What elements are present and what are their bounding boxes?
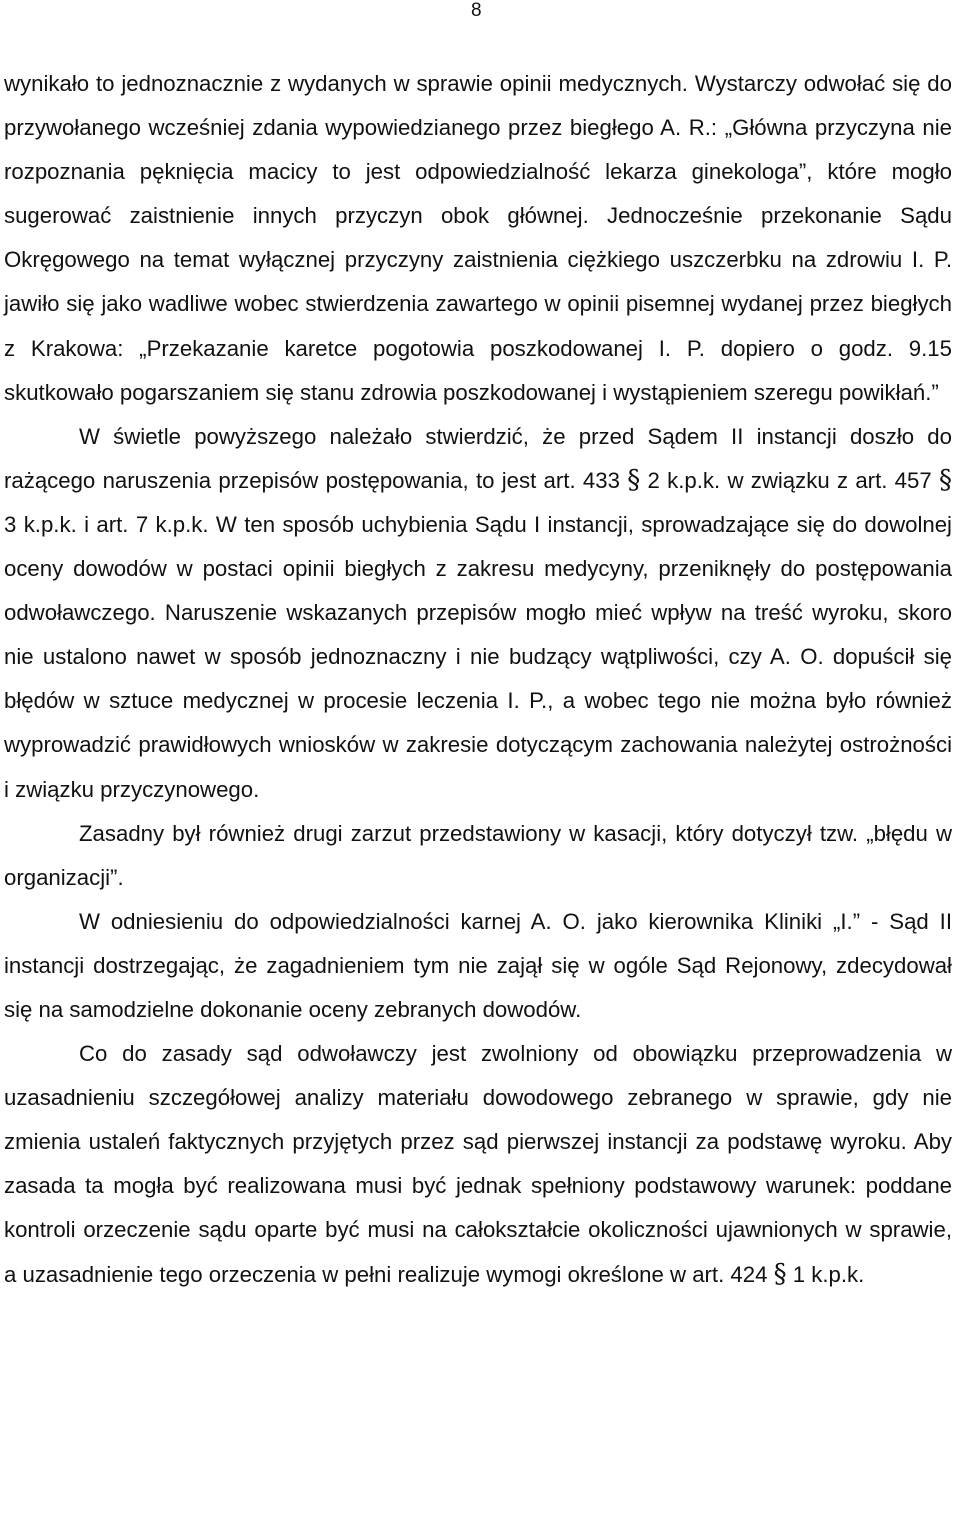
- section-sign: §: [627, 464, 641, 495]
- text-run: W świetle powyższego należało stwierdzić, że przed Sądem II instancji doszło do rażącego naruszenia przepisów postępowania, to jest art. 433: [4, 423, 952, 493]
- paragraph-5: [4, 1032, 952, 1297]
- paragraph-2: [4, 415, 952, 812]
- paragraph-1: wynikało to jednoznacznie z wydanych w sprawie opinii medycznych. Wystarczy odwołać się do przywołanego wcześniej zdania wypowiedzianego przez biegłego A. R.: „Główna przyczyna nie rozpoznania pęknięcia macicy to jest odpowiedzialność lekarza ginekologa”, które mogło sugerować zaistnienie innych przyczyn obok głównej. Jednocześnie przekonanie Sądu Okręgowego na temat wyłącznej przyczyny zaistnienia ciężkiego uszczerbku na zdrowiu I. P. jawiło się jako wadliwe wobec stwierdzenia zawartego w opinii pisemnej wydanej przez biegłych z Krakowa: „Przekazanie karetce pogotowia poszkodowanej I. P. dopiero o godz. 9.15 skutkowało pogarszaniem się stanu zdrowia poszkodowanej i wystąpieniem szeregu powikłań.”: [4, 71, 952, 405]
- text-run: 1 k.p.k.: [786, 1261, 865, 1287]
- text-run: Co do zasady sąd odwoławczy jest zwolniony od obowiązku przeprowadzenia w uzasadnieniu szczegółowej analizy materiału dowodowego zebranego w sprawie, gdy nie zmienia ustaleń faktycznych przyjętych przez sąd pierwszej instancji za podstawę wyroku. Aby zasada ta mogła być realizowana musi być jednak spełniony podstawowy warunek: poddane kontroli orzeczenie sądu oparte być musi na całokształcie okoliczności ujawnionych w sprawie, a uzasadnienie tego orzeczenia w pełni realizuje wymogi określone w art. 424: [4, 1041, 952, 1287]
- section-sign: §: [939, 464, 952, 495]
- paragraph-4: W odniesieniu do odpowiedzialności karnej A. O. jako kierownika Kliniki „I.” - Sąd II instancji dostrzegając, że zagadnieniem tym nie zajął się w ogóle Sąd Rejonowy, zdecydował się na samodzielne dokonanie oceny zebranych dowodów.: [4, 908, 952, 1022]
- section-sign: §: [773, 1258, 787, 1289]
- document-body: [4, 62, 952, 1297]
- text-run: 2 k.p.k. w związku z art. 457: [640, 467, 939, 493]
- paragraph-3: Zasadny był również drugi zarzut przedstawiony w kasacji, który dotyczył tzw. „błędu w organizacji”.: [4, 820, 952, 890]
- text-run: 3 k.p.k. i art. 7 k.p.k. W ten sposób uchybienia Sądu I instancji, sprowadzające się do dowolnej oceny dowodów w postaci opinii biegłych z zakresu medycyny, przeniknęły do postępowania odwoławczego. Naruszenie wskazanych przepisów mogło mieć wpływ na treść wyroku, skoro nie ustalono nawet w sposób jednoznaczny i nie budzący wątpliwości, czy A. O. dopuścił się błędów w sztuce medycznej w procesie leczenia I. P., a wobec tego nie można było również wyprowadzić prawidłowych wniosków w zakresie dotyczącym zachowania należytej ostrożności i związku przyczynowego.: [4, 511, 952, 802]
- page-number: 8: [471, 0, 482, 21]
